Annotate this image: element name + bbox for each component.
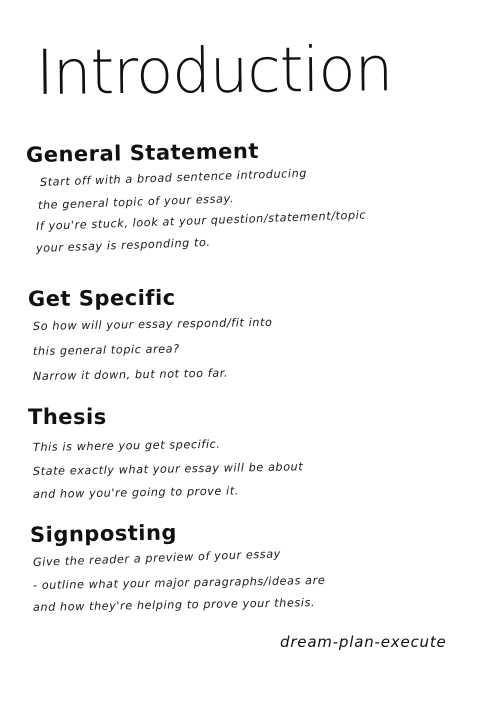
heading-signposting: Signposting — [29, 520, 178, 547]
heading-thesis: Thesis — [28, 405, 107, 429]
signposting-line-2: - outline what your major paragraphs/ideas are — [32, 573, 326, 592]
signposting-line-3: and how they're helping to prove your thesis. — [32, 596, 316, 614]
general-statement-line-2: the general topic of your essay. — [37, 192, 235, 212]
page-title: Introduction — [35, 32, 393, 109]
heading-general-statement: General Statement — [25, 138, 260, 167]
get-specific-line-3: Narrow it down, but not too far. — [32, 366, 229, 383]
get-specific-line-1: So how will your essay respond/fit into — [32, 315, 273, 333]
heading-get-specific: Get Specific — [27, 285, 176, 311]
general-statement-line-3: If you're stuck, look at your question/statement/topic — [35, 208, 367, 233]
general-statement-line-1: Start off with a broad sentence introducing — [39, 166, 308, 189]
thesis-line-2: State exactly what your essay will be about — [32, 460, 304, 478]
signature-text: dream-plan-execute — [280, 633, 447, 651]
general-statement-line-4: your essay is responding to. — [35, 235, 211, 255]
signposting-line-1: Give the reader a preview of your essay — [32, 547, 282, 569]
thesis-line-3: and how you're going to prove it. — [32, 484, 240, 501]
thesis-line-1: This is where you get specific. — [32, 437, 221, 454]
get-specific-line-2: this general topic area? — [32, 342, 180, 358]
